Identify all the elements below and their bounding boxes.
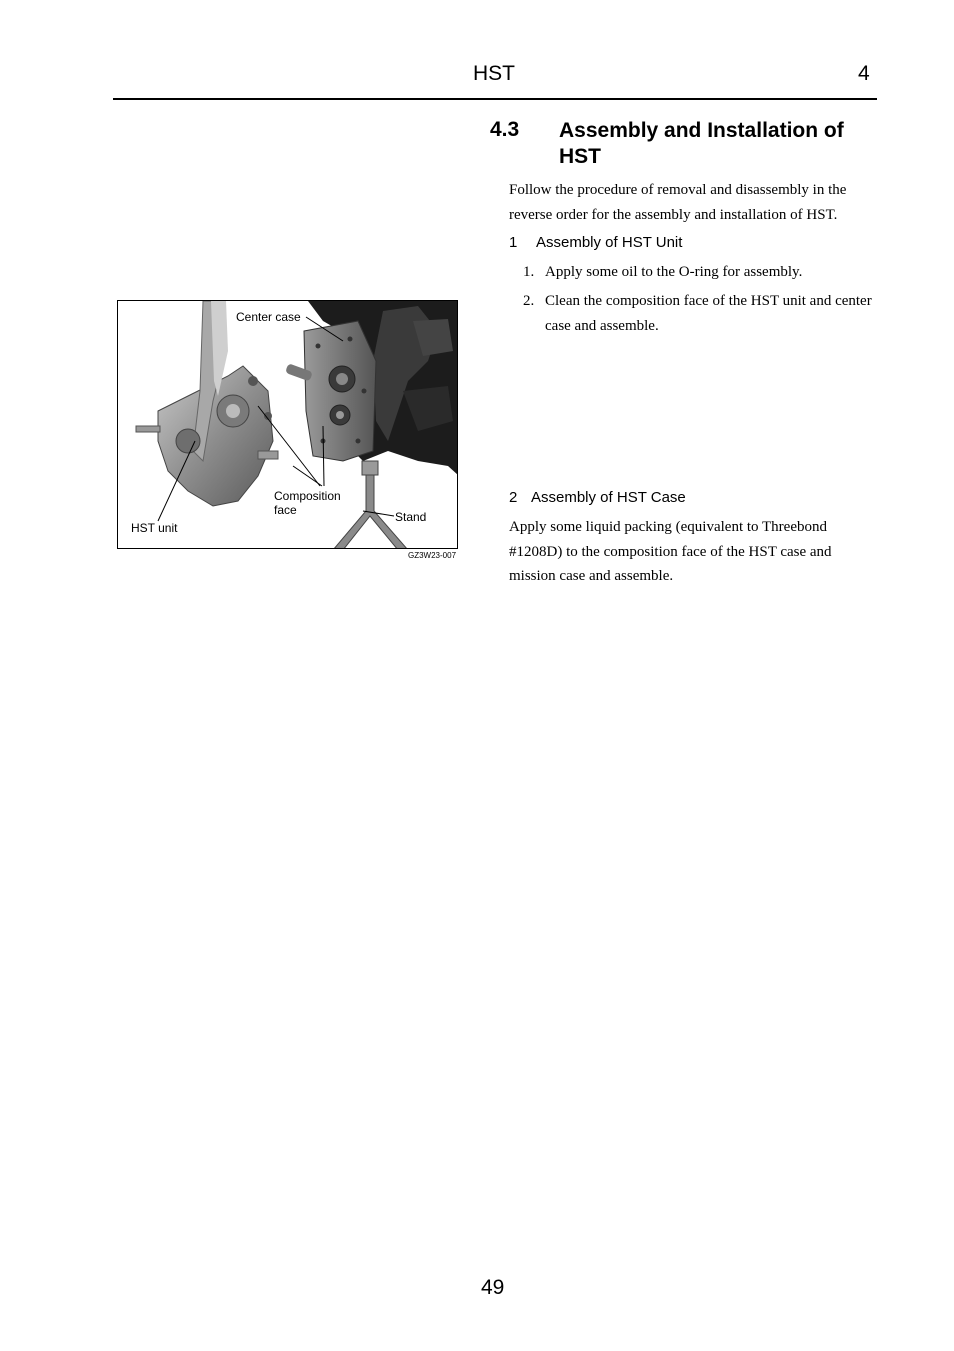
subsection2-number: 2 <box>509 489 518 506</box>
label-composition-face: Composition face <box>274 489 341 517</box>
step-2 <box>523 289 877 338</box>
header-rule <box>113 98 877 100</box>
step-2-text: Clean the composition face of the HST unit and center case and assemble. <box>545 293 872 334</box>
label-hst-unit: HST unit <box>131 521 178 535</box>
page-number: 49 <box>481 1276 505 1299</box>
label-center-case: Center case <box>236 310 301 324</box>
section-number: 4.3 <box>490 118 520 141</box>
step-1 <box>523 260 877 285</box>
subsection2-heading <box>509 489 686 506</box>
step-2-number: 2. <box>523 293 535 309</box>
section-intro: Follow the procedure of removal and disassembly in the reverse order for the assembly and installation of HST. <box>509 182 847 223</box>
subsection1-heading <box>509 234 682 251</box>
subsection1-title: Assembly of HST Unit <box>536 234 683 251</box>
subsection1-number: 1 <box>509 234 518 251</box>
subsection2-title: Assembly of HST Case <box>531 489 686 506</box>
hst-assembly-photo <box>117 300 458 549</box>
step-1-text: Apply some oil to the O-ring for assembly. <box>545 264 803 280</box>
subsection2-text: Apply some liquid packing (equivalent to Threebond #1208D) to the composition face of the HST case and mission case and assemble. <box>509 519 832 584</box>
running-header-title: HST <box>473 62 515 85</box>
running-header-chapter: 4 <box>858 62 870 85</box>
label-stand: Stand <box>395 510 427 524</box>
step-1-number: 1. <box>523 264 535 280</box>
section-title: Assembly and Installation of HST <box>559 119 844 168</box>
figure-code: GZ3W23-007 <box>408 551 457 560</box>
